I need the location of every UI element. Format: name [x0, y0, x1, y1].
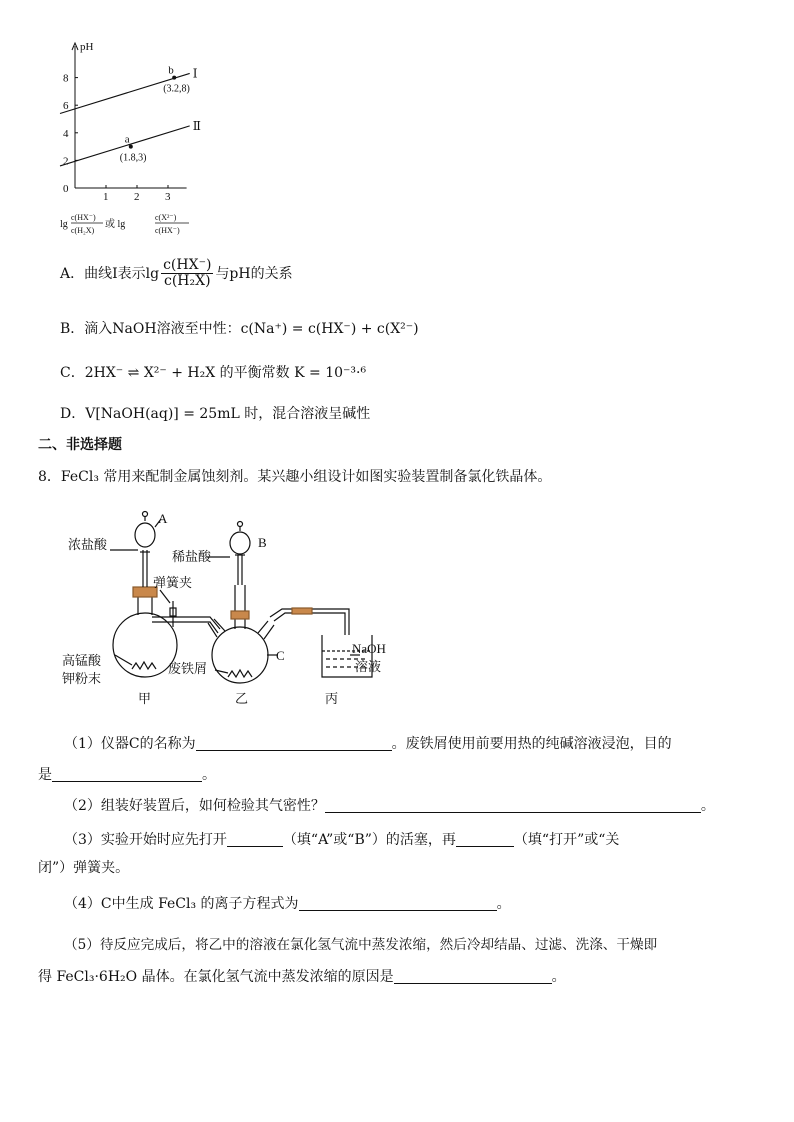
ph-chart: [55, 40, 205, 240]
q8-part3-line2: 闭”）弹簧夹。: [38, 860, 130, 876]
label-bing: 丙: [325, 691, 339, 706]
option-d: D．V[NaOH(aq)] = 25mL 时，混合溶液呈碱性: [60, 406, 371, 422]
series-label: Ⅰ: [192, 66, 198, 81]
label-c: C: [276, 648, 285, 663]
q8-stem: 8．FeCl₃ 常用来配制金属蚀刻剂。某兴趣小组设计如图实验装置制备氯化铁晶体。: [38, 469, 552, 485]
label-a: A: [158, 511, 168, 526]
x-label-middle: 或 lg: [105, 219, 126, 230]
x-tick-label: 3: [165, 191, 171, 203]
q8-part5-line2: 得 FeCl₃·6H₂O 晶体。在氯化氢气流中蒸发浓缩的原因是 。: [38, 969, 566, 985]
option-a: A．曲线Ⅰ表示lg $\frac{c(HX^-)}{\text{c(H₂X)}}$ 与pH的关系: [60, 257, 293, 290]
y-tick-label: 8: [63, 72, 69, 85]
label-yi: 乙: [235, 691, 249, 706]
option-c: C．2HX⁻ ⇌ X²⁻ + H₂X 的平衡常数 K = 10⁻³·⁶: [60, 365, 367, 381]
answer-blank-3a[interactable]: [227, 831, 283, 847]
q8-part5-line1: （5）待反应完成后，将乙中的溶液在氯化氢气流中蒸发浓缩，然后冷却结晶、过滤、洗涤、干燥即: [64, 937, 658, 953]
point-coord-label: (1.8,3): [119, 152, 147, 164]
answer-blank-2[interactable]: [325, 797, 701, 813]
y-tick-label: 6: [63, 100, 69, 113]
point-coord-label: (3.2,8): [163, 83, 190, 95]
answer-blank-3b[interactable]: [456, 831, 514, 847]
series-label: Ⅱ: [192, 118, 201, 133]
label-conc-hcl: 浓盐酸: [68, 537, 108, 552]
label-kmno4-1: 高锰酸: [62, 653, 102, 668]
q8-part1-line2: 是 。: [38, 767, 216, 783]
apparatus-diagram: [60, 505, 410, 710]
label-b: B: [258, 535, 267, 550]
answer-blank-5[interactable]: [394, 968, 552, 984]
y-axis-label: pH: [80, 41, 94, 53]
q8-part1-line1: （1）仪器C的名称为 。废铁屑使用前要用热的纯碱溶液浸泡，目的: [64, 736, 672, 752]
x-label-prefix: lg: [60, 219, 68, 230]
point-label: b: [168, 64, 174, 77]
y-tick-label: 2: [63, 155, 69, 168]
x-label-den1: c(H₂X): [71, 226, 95, 235]
x-tick-label: 2: [134, 191, 140, 203]
x-label-num2: c(X²⁻): [155, 213, 177, 222]
label-naoh-2: 溶液: [355, 659, 382, 674]
q8-part2: （2）组装好装置后，如何检验其气密性？ 。: [64, 798, 715, 814]
flask-yi: [212, 627, 268, 683]
x-tick-label: 1: [103, 191, 109, 203]
x-label-num1: c(HX⁻): [71, 213, 96, 222]
option-b: B．滴入NaOH溶液至中性：c(Na⁺) = c(HX⁻) + c(X²⁻): [60, 321, 419, 337]
label-naoh-1: NaOH: [352, 641, 386, 656]
answer-blank-1b[interactable]: [52, 766, 202, 782]
label-dil-hcl: 稀盐酸: [172, 549, 212, 564]
y-tick-label: 4: [63, 127, 69, 140]
label-jia: 甲: [138, 691, 152, 706]
funnel-b: [230, 532, 250, 554]
q8-part3-line1: （3）实验开始时应先打开 （填“A”或“B”）的活塞，再 （填“打开”或“关: [64, 832, 620, 848]
answer-blank-4[interactable]: [299, 895, 497, 911]
funnel-a: [135, 523, 155, 547]
funnel-a-stem: [143, 550, 147, 587]
x-label-den2: c(HX⁻): [155, 226, 180, 235]
label-clamp: 弹簧夹: [153, 575, 193, 590]
label-iron: 废铁屑: [168, 661, 208, 676]
kmno4-powder: [132, 662, 156, 669]
option-a-fraction: $\frac{c(HX^-)}{\text{c(H₂X)}}$: [163, 257, 212, 290]
y-tick-label: 0: [63, 183, 69, 195]
section-title: 二、非选择题: [38, 437, 122, 453]
q8-part4: （4）C中生成 FeCl₃ 的离子方程式为 。: [64, 896, 511, 912]
label-kmno4-2: 钾粉末: [62, 671, 102, 686]
iron-scrap: [228, 670, 252, 677]
point-label: a: [124, 133, 130, 146]
answer-blank-1a[interactable]: [196, 735, 392, 751]
